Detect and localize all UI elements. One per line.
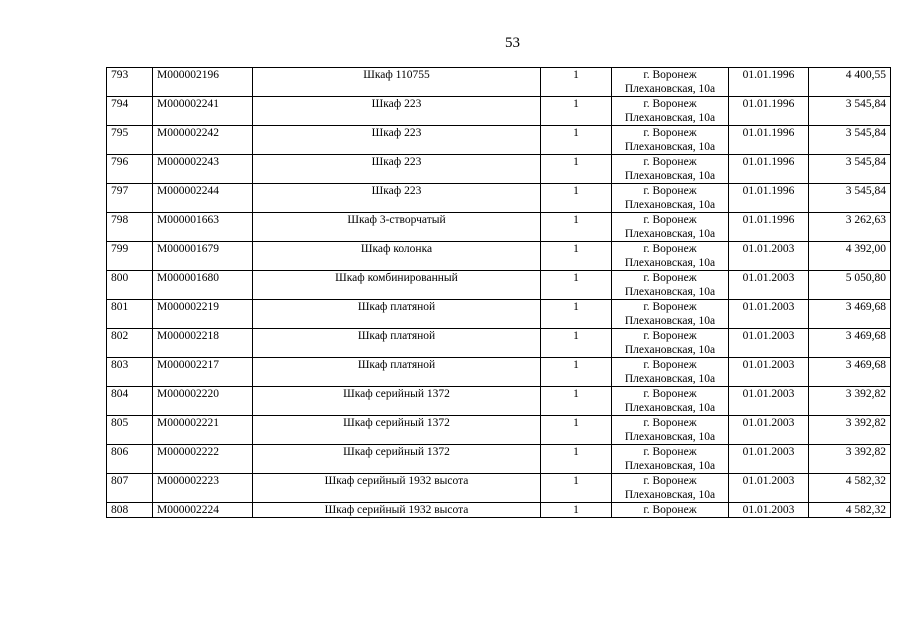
cost-cell: 3 469,68 <box>809 329 891 358</box>
cost-cell: 3 545,84 <box>809 184 891 213</box>
location-city: г. Воронеж <box>643 214 697 226</box>
table-row <box>107 271 891 300</box>
date-cell: 01.01.1996 <box>729 155 809 184</box>
location-city: г. Воронеж <box>643 243 697 255</box>
location-city: г. Воронеж <box>643 446 697 458</box>
date-cell: 01.01.2003 <box>729 503 809 518</box>
cost-cell: 3 392,82 <box>809 445 891 474</box>
quantity-cell: 1 <box>541 97 612 126</box>
location-city: г. Воронеж <box>643 417 697 429</box>
quantity-cell: 1 <box>541 68 612 97</box>
date-cell: 01.01.2003 <box>729 242 809 271</box>
location-city: г. Воронеж <box>643 69 697 81</box>
table-row <box>107 387 891 416</box>
location-street: Плехановская, 10а <box>624 83 716 95</box>
row-number-cell: 797 <box>107 184 153 213</box>
table-row <box>107 503 891 518</box>
location-cell <box>612 474 729 503</box>
inventory-code-cell: М000002218 <box>153 329 253 358</box>
location-street: Плехановская, 10а <box>624 199 716 211</box>
quantity-cell: 1 <box>541 126 612 155</box>
quantity-cell: 1 <box>541 474 612 503</box>
location-city: г. Воронеж <box>643 330 697 342</box>
location-cell <box>612 155 729 184</box>
location-city: г. Воронеж <box>643 359 697 371</box>
table-row <box>107 155 891 184</box>
quantity-cell: 1 <box>541 155 612 184</box>
row-number-cell: 796 <box>107 155 153 184</box>
quantity-cell: 1 <box>541 387 612 416</box>
row-number-cell: 794 <box>107 97 153 126</box>
table-row <box>107 126 891 155</box>
table-row <box>107 474 891 503</box>
cost-cell: 4 582,32 <box>809 503 891 518</box>
inventory-code-cell: М000001680 <box>153 271 253 300</box>
row-number-cell: 804 <box>107 387 153 416</box>
quantity-cell: 1 <box>541 503 612 518</box>
date-cell: 01.01.1996 <box>729 213 809 242</box>
item-name-cell: Шкаф серийный 1932 высота <box>253 474 541 503</box>
row-number-cell: 800 <box>107 271 153 300</box>
location-street: Плехановская, 10а <box>624 373 716 385</box>
location-city: г. Воронеж <box>643 185 697 197</box>
location-street: Плехановская, 10а <box>624 460 716 472</box>
location-city: г. Воронеж <box>643 388 697 400</box>
cost-cell: 3 392,82 <box>809 416 891 445</box>
location-cell <box>612 271 729 300</box>
cost-cell: 3 469,68 <box>809 300 891 329</box>
page-number: 53 <box>505 35 520 51</box>
inventory-code-cell: М000002223 <box>153 474 253 503</box>
cost-cell: 4 400,55 <box>809 68 891 97</box>
cost-cell: 3 469,68 <box>809 358 891 387</box>
item-name-cell: Шкаф колонка <box>253 242 541 271</box>
row-number-cell: 795 <box>107 126 153 155</box>
location-street: Плехановская, 10а <box>624 286 716 298</box>
table-row <box>107 184 891 213</box>
quantity-cell: 1 <box>541 445 612 474</box>
table-row <box>107 300 891 329</box>
quantity-cell: 1 <box>541 300 612 329</box>
row-number-cell: 803 <box>107 358 153 387</box>
location-cell <box>612 68 729 97</box>
date-cell: 01.01.2003 <box>729 329 809 358</box>
cost-cell: 4 582,32 <box>809 474 891 503</box>
location-cell <box>612 387 729 416</box>
location-street: Плехановская, 10а <box>624 344 716 356</box>
location-street: Плехановская, 10а <box>624 402 716 414</box>
inventory-code-cell: М000001663 <box>153 213 253 242</box>
cost-cell: 3 545,84 <box>809 155 891 184</box>
location-city: г. Воронеж <box>643 156 697 168</box>
location-street: Плехановская, 10а <box>624 170 716 182</box>
item-name-cell: Шкаф 223 <box>253 155 541 184</box>
item-name-cell: Шкаф серийный 1372 <box>253 445 541 474</box>
item-name-cell: Шкаф серийный 1372 <box>253 387 541 416</box>
row-number-cell: 807 <box>107 474 153 503</box>
date-cell: 01.01.2003 <box>729 387 809 416</box>
location-cell <box>612 242 729 271</box>
table-row <box>107 329 891 358</box>
location-street: Плехановская, 10а <box>624 228 716 240</box>
inventory-code-cell: М000002220 <box>153 387 253 416</box>
item-name-cell: Шкаф 3-створчатый <box>253 213 541 242</box>
cost-cell: 4 392,00 <box>809 242 891 271</box>
inventory-table <box>106 67 891 518</box>
location-cell <box>612 445 729 474</box>
inventory-code-cell: М000002217 <box>153 358 253 387</box>
location-street: Плехановская, 10а <box>624 431 716 443</box>
quantity-cell: 1 <box>541 213 612 242</box>
date-cell: 01.01.2003 <box>729 358 809 387</box>
table-row <box>107 445 891 474</box>
table-row <box>107 416 891 445</box>
location-city: г. Воронеж <box>643 272 697 284</box>
table-row <box>107 68 891 97</box>
item-name-cell: Шкаф 223 <box>253 97 541 126</box>
quantity-cell: 1 <box>541 416 612 445</box>
location-city: г. Воронеж <box>643 504 697 516</box>
location-cell <box>612 184 729 213</box>
inventory-code-cell: М000002196 <box>153 68 253 97</box>
location-cell <box>612 329 729 358</box>
cost-cell: 3 545,84 <box>809 97 891 126</box>
inventory-code-cell: М000002219 <box>153 300 253 329</box>
item-name-cell: Шкаф комбинированный <box>253 271 541 300</box>
cost-cell: 5 050,80 <box>809 271 891 300</box>
date-cell: 01.01.1996 <box>729 68 809 97</box>
date-cell: 01.01.2003 <box>729 416 809 445</box>
row-number-cell: 793 <box>107 68 153 97</box>
quantity-cell: 1 <box>541 184 612 213</box>
item-name-cell: Шкаф 223 <box>253 126 541 155</box>
item-name-cell: Шкаф платяной <box>253 300 541 329</box>
item-name-cell: Шкаф серийный 1932 высота <box>253 503 541 518</box>
date-cell: 01.01.2003 <box>729 271 809 300</box>
inventory-code-cell: М000002241 <box>153 97 253 126</box>
quantity-cell: 1 <box>541 271 612 300</box>
row-number-cell: 806 <box>107 445 153 474</box>
inventory-code-cell: М000002224 <box>153 503 253 518</box>
item-name-cell: Шкаф серийный 1372 <box>253 416 541 445</box>
table-row <box>107 213 891 242</box>
location-street: Плехановская, 10а <box>624 112 716 124</box>
inventory-code-cell: М000002242 <box>153 126 253 155</box>
location-cell <box>612 358 729 387</box>
cost-cell: 3 392,82 <box>809 387 891 416</box>
item-name-cell: Шкаф платяной <box>253 329 541 358</box>
inventory-code-cell: М000002222 <box>153 445 253 474</box>
table-row <box>107 97 891 126</box>
inventory-code-cell: М000002221 <box>153 416 253 445</box>
cost-cell: 3 545,84 <box>809 126 891 155</box>
inventory-code-cell: М000002244 <box>153 184 253 213</box>
date-cell: 01.01.2003 <box>729 445 809 474</box>
location-cell <box>612 97 729 126</box>
location-cell <box>612 126 729 155</box>
row-number-cell: 799 <box>107 242 153 271</box>
location-cell <box>612 416 729 445</box>
location-city: г. Воронеж <box>643 301 697 313</box>
date-cell: 01.01.1996 <box>729 184 809 213</box>
table-row <box>107 242 891 271</box>
location-city: г. Воронеж <box>643 475 697 487</box>
item-name-cell: Шкаф 110755 <box>253 68 541 97</box>
quantity-cell: 1 <box>541 358 612 387</box>
location-street: Плехановская, 10а <box>624 489 716 501</box>
row-number-cell: 802 <box>107 329 153 358</box>
date-cell: 01.01.1996 <box>729 126 809 155</box>
quantity-cell: 1 <box>541 329 612 358</box>
item-name-cell: Шкаф платяной <box>253 358 541 387</box>
location-city: г. Воронеж <box>643 98 697 110</box>
inventory-code-cell: М000002243 <box>153 155 253 184</box>
table-row <box>107 358 891 387</box>
inventory-code-cell: М000001679 <box>153 242 253 271</box>
item-name-cell: Шкаф 223 <box>253 184 541 213</box>
location-cell <box>612 300 729 329</box>
location-cell <box>612 213 729 242</box>
date-cell: 01.01.2003 <box>729 300 809 329</box>
location-city: г. Воронеж <box>643 127 697 139</box>
date-cell: 01.01.1996 <box>729 97 809 126</box>
row-number-cell: 798 <box>107 213 153 242</box>
date-cell: 01.01.2003 <box>729 474 809 503</box>
location-street: Плехановская, 10а <box>624 141 716 153</box>
location-street: Плехановская, 10а <box>624 315 716 327</box>
quantity-cell: 1 <box>541 242 612 271</box>
row-number-cell: 801 <box>107 300 153 329</box>
inventory-table-body <box>107 68 891 518</box>
location-street: Плехановская, 10а <box>624 257 716 269</box>
location-cell <box>612 503 729 518</box>
cost-cell: 3 262,63 <box>809 213 891 242</box>
row-number-cell: 805 <box>107 416 153 445</box>
row-number-cell: 808 <box>107 503 153 518</box>
